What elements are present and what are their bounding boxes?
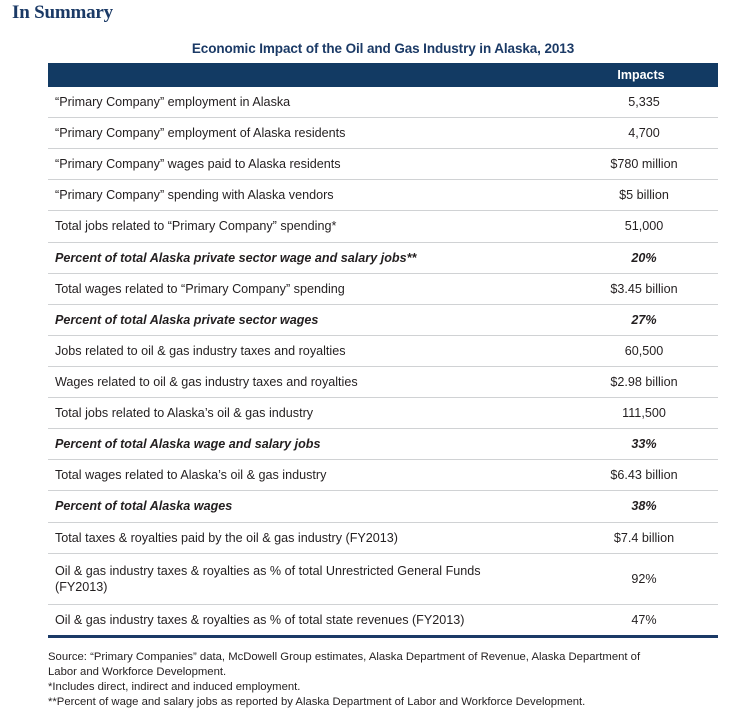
table-row: [48, 366, 718, 397]
row-value: $2.98 billion: [578, 366, 718, 397]
row-label: Total wages related to “Primary Company” spending: [48, 273, 578, 304]
row-label: Total jobs related to Alaska’s oil & gas industry: [48, 398, 578, 429]
row-label: “Primary Company” wages paid to Alaska residents: [48, 149, 578, 180]
table-row: [48, 335, 718, 366]
row-label: Oil & gas industry taxes & royalties as % of total Unrestricted General Funds (FY2013): [48, 553, 578, 604]
row-value: 27%: [578, 304, 718, 335]
table-row: [48, 604, 718, 636]
table-row: [48, 242, 718, 273]
row-value: 38%: [578, 491, 718, 522]
row-label: Percent of total Alaska wages: [48, 491, 578, 522]
row-value: 20%: [578, 242, 718, 273]
row-label: Percent of total Alaska private sector wages: [48, 304, 578, 335]
table-row: [48, 211, 718, 242]
row-value: $7.4 billion: [578, 522, 718, 553]
table-header: [48, 63, 718, 87]
row-label: “Primary Company” employment of Alaska residents: [48, 118, 578, 149]
row-label: “Primary Company” employment in Alaska: [48, 87, 578, 118]
row-value: 92%: [578, 553, 718, 604]
row-value: 111,500: [578, 398, 718, 429]
row-label: Oil & gas industry taxes & royalties as % of total state revenues (FY2013): [48, 604, 578, 636]
table-row: [48, 553, 718, 604]
row-value: $5 billion: [578, 180, 718, 211]
column-header-label: [48, 63, 578, 87]
row-value: 47%: [578, 604, 718, 636]
impacts-table-container: [48, 41, 718, 638]
impacts-table: [48, 63, 718, 638]
column-header-impacts: Impacts: [578, 63, 718, 87]
table-body: [48, 87, 718, 636]
row-value: 51,000: [578, 211, 718, 242]
footnotes-block: [48, 650, 738, 710]
table-row: [48, 149, 718, 180]
table-row: [48, 118, 718, 149]
table-row: [48, 429, 718, 460]
footnote-source: Source: “Primary Companies” data, McDowell Group estimates, Alaska Department of Revenue, Alaska Department of Labor and Workforce Development.: [48, 651, 641, 678]
table-row: [48, 491, 718, 522]
row-value: 33%: [578, 429, 718, 460]
row-value: 4,700: [578, 118, 718, 149]
table-row: [48, 460, 718, 491]
table-row: [48, 87, 718, 118]
row-label: Jobs related to oil & gas industry taxes and royalties: [48, 335, 578, 366]
row-label: Wages related to oil & gas industry taxes and royalties: [48, 366, 578, 397]
table-row: [48, 180, 718, 211]
row-label: Total taxes & royalties paid by the oil & gas industry (FY2013): [48, 522, 578, 553]
row-value: 5,335: [578, 87, 718, 118]
table-row: [48, 273, 718, 304]
footnote-double-star: **Percent of wage and salary jobs as reported by Alaska Department of Labor and Workforce Development.: [48, 695, 586, 708]
row-label: Total wages related to Alaska’s oil & gas industry: [48, 460, 578, 491]
table-title: Economic Impact of the Oil and Gas Industry in Alaska, 2013: [191, 41, 575, 56]
row-label: Total jobs related to “Primary Company” spending*: [48, 211, 578, 242]
row-value: $6.43 billion: [578, 460, 718, 491]
section-heading: In Summary: [12, 2, 113, 23]
table-row: [48, 398, 718, 429]
row-value: 60,500: [578, 335, 718, 366]
footnote-single-star: *Includes direct, indirect and induced employment.: [48, 680, 301, 693]
row-value: $780 million: [578, 149, 718, 180]
table-row: [48, 304, 718, 335]
row-label: “Primary Company” spending with Alaska vendors: [48, 180, 578, 211]
table-row: [48, 522, 718, 553]
row-label: Percent of total Alaska wage and salary jobs: [48, 429, 578, 460]
table-header-row: [48, 63, 718, 87]
row-label: Percent of total Alaska private sector wage and salary jobs**: [48, 242, 578, 273]
row-value: $3.45 billion: [578, 273, 718, 304]
